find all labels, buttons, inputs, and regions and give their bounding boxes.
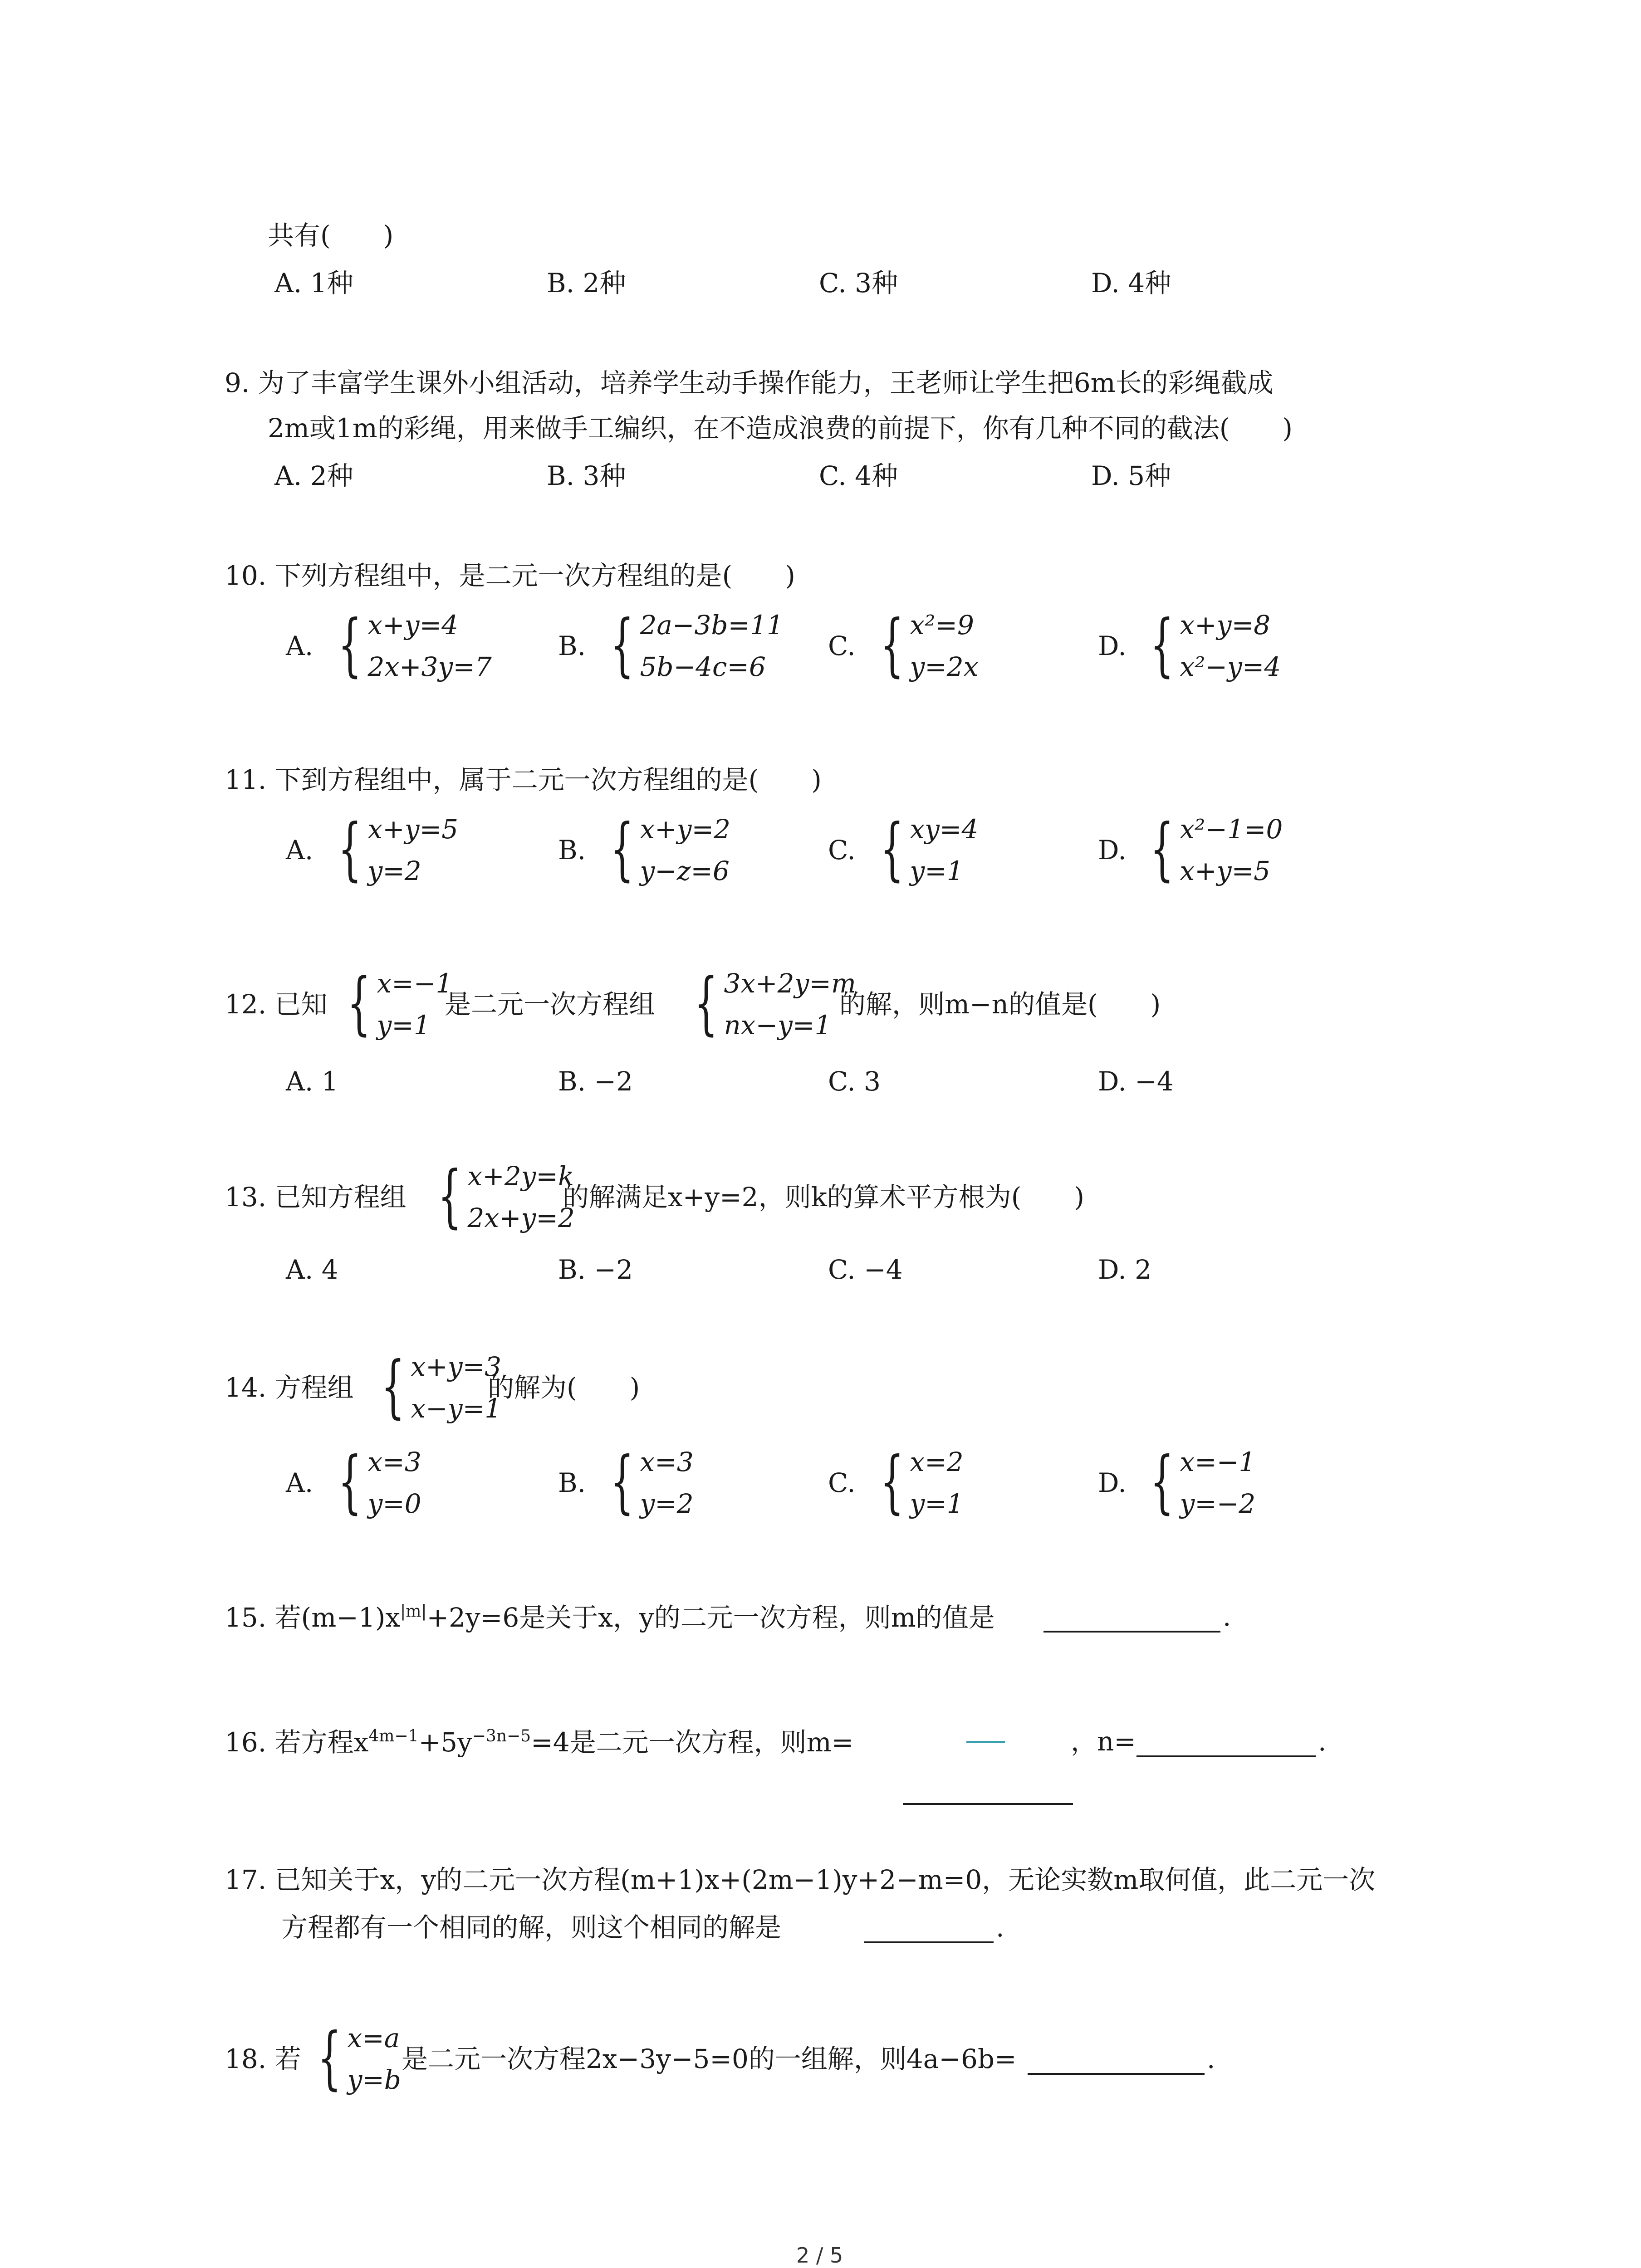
q9-option-a: A. 2种	[274, 460, 353, 491]
equation: x=2	[910, 1447, 964, 1477]
q16-end: .	[1318, 1726, 1327, 1757]
brace-icon: {	[438, 1157, 462, 1236]
q14-option-d-system	[1150, 1442, 1256, 1521]
q12-system-2	[694, 964, 856, 1043]
equation: x=−1	[1180, 1447, 1256, 1477]
q9-line-1: 9. 为了丰富学生课外小组活动，培养学生动手操作能力，王老师让学生把6m长的彩绳截成	[225, 367, 1274, 398]
q10-option-c-system	[880, 606, 979, 684]
equation: y=1	[910, 855, 964, 886]
equation: x=a	[347, 2023, 400, 2053]
q13-option-a: A. 4	[286, 1254, 338, 1285]
q18-prefix: 18. 若	[225, 2043, 301, 2074]
page-number: 2 / 5	[796, 2243, 843, 2268]
q13-option-d: D. 2	[1098, 1254, 1152, 1285]
q8-tail: 共有( )	[268, 220, 394, 251]
equation: y=1	[910, 1488, 964, 1519]
q15-part-b: +2y=6是关于x，y的二元一次方程，则m的值是	[426, 1602, 995, 1633]
brace-icon: {	[318, 2019, 342, 2097]
equation: x+y=2	[640, 814, 731, 845]
q9-line-2: 2m或1m的彩绳，用来做手工编织，在不造成浪费的前提下，你有几种不同的截法( )	[268, 413, 1293, 444]
q11-option-d-system	[1150, 810, 1283, 889]
q12-option-a: A. 1	[286, 1066, 338, 1097]
equation: y=2	[367, 855, 421, 886]
q10-option-b-label: B.	[558, 631, 586, 661]
equation: y=1	[377, 1010, 431, 1041]
q17-line-1: 17. 已知关于x，y的二元一次方程(m+1)x+(2m−1)y+2−m=0，无论实数m取何值，此二元一次	[225, 1864, 1376, 1895]
equation: xy=4	[910, 814, 979, 845]
equation: y=0	[367, 1488, 421, 1519]
q16-part-a: 16. 若方程x	[225, 1727, 369, 1758]
q14-option-b-label: B.	[558, 1467, 586, 1498]
q8-option-c: C. 3种	[819, 268, 898, 298]
q14-option-d-label: D.	[1098, 1467, 1127, 1498]
equation: x+y=5	[367, 814, 459, 845]
q10-option-b-system	[610, 606, 784, 684]
q16-text	[225, 1727, 854, 1758]
equation: 2a−3b=11	[640, 610, 784, 640]
q14-option-b-system	[610, 1442, 694, 1521]
q8-option-d: D. 4种	[1091, 268, 1171, 298]
q14-option-c-system	[880, 1442, 964, 1521]
q18-suffix: 是二元一次方程2x−3y−5=0的一组解，则4a−6b=	[402, 2043, 1017, 2074]
q12-option-b: B. −2	[558, 1066, 633, 1097]
brace-icon: {	[1150, 810, 1174, 889]
q15-answer-blank[interactable]	[1043, 1631, 1220, 1633]
q12-prefix: 12. 已知	[225, 989, 328, 1020]
equation: x²−y=4	[1180, 651, 1281, 682]
q16-mid: ，n=	[1071, 1726, 1136, 1757]
q11-option-a-system	[338, 810, 459, 889]
equation: 2x+3y=7	[367, 651, 492, 682]
brace-icon: {	[880, 810, 904, 889]
q11-option-a-label: A.	[286, 835, 314, 865]
equation: nx−y=1	[724, 1010, 832, 1041]
q14-suffix: 的解为( )	[488, 1372, 640, 1403]
q18-answer-blank[interactable]	[1028, 2073, 1205, 2075]
equation: x²−1=0	[1180, 814, 1283, 845]
equation: y=b	[347, 2064, 401, 2095]
brace-icon: {	[338, 810, 362, 889]
q16-m-answer-blank[interactable]	[903, 1803, 1073, 1805]
q11-option-b-system	[610, 810, 731, 889]
q9-option-b: B. 3种	[547, 460, 626, 491]
brace-icon: {	[381, 1347, 405, 1426]
q15-part-a: 15. 若(m−1)x	[225, 1602, 401, 1633]
q12-system-1	[347, 964, 453, 1043]
q10-option-d-label: D.	[1098, 631, 1127, 661]
q15-superscript: |m|	[400, 1602, 427, 1621]
equation: y=−2	[1180, 1488, 1256, 1519]
fraction-bar-mark	[966, 1741, 1005, 1743]
q16-part-c: =4是二元一次方程，则m=	[531, 1727, 854, 1758]
q16-n-answer-blank[interactable]	[1136, 1755, 1316, 1757]
brace-icon: {	[610, 606, 634, 684]
equation: y−z=6	[640, 855, 730, 886]
brace-icon: {	[880, 1442, 904, 1521]
equation: x=3	[367, 1447, 421, 1477]
brace-icon: {	[338, 606, 362, 684]
q17-end: .	[996, 1912, 1004, 1943]
q13-suffix: 的解满足x+y=2，则k的算术平方根为( )	[563, 1182, 1084, 1212]
brace-icon: {	[338, 1442, 362, 1521]
equation: x=−1	[377, 968, 453, 999]
brace-icon: {	[1150, 1442, 1174, 1521]
brace-icon: {	[610, 1442, 634, 1521]
q13-option-c: C. −4	[828, 1254, 903, 1285]
equation: x²=9	[910, 610, 974, 640]
q8-option-a: A. 1种	[274, 268, 353, 298]
q11-option-c-label: C.	[828, 835, 856, 865]
q10-option-d-system	[1150, 606, 1281, 684]
q14-option-c-label: C.	[828, 1467, 856, 1498]
q13-prefix: 13. 已知方程组	[225, 1182, 407, 1212]
q10-option-a-label: A.	[286, 631, 314, 661]
equation: x+y=4	[367, 610, 459, 640]
q13-system	[438, 1157, 575, 1236]
q14-system	[381, 1347, 502, 1426]
q15-text	[225, 1603, 995, 1631]
equation: x+y=3	[411, 1351, 502, 1382]
q18-system	[318, 2019, 401, 2097]
equation: 5b−4c=6	[640, 651, 766, 682]
q12-middle: 是二元一次方程组	[445, 989, 656, 1020]
q10-option-a-system	[338, 606, 492, 684]
q16-part-b: +5y	[418, 1727, 472, 1758]
q12-suffix: 的解，则m−n的值是( )	[839, 989, 1161, 1020]
q14-option-a-system	[338, 1442, 421, 1521]
brace-icon: {	[347, 964, 371, 1043]
equation: x=3	[640, 1447, 694, 1477]
q11-option-b-label: B.	[558, 835, 586, 865]
q17-answer-blank[interactable]	[864, 1941, 994, 1943]
q10-stem: 10. 下列方程组中，是二元一次方程组的是( )	[225, 560, 795, 591]
q9-option-c: C. 4种	[819, 460, 898, 491]
equation: x+y=5	[1180, 855, 1271, 886]
q17-line-2: 方程都有一个相同的解，则这个相同的解是	[281, 1912, 782, 1943]
q8-option-b: B. 2种	[547, 268, 626, 298]
equation: y=2	[640, 1488, 694, 1519]
brace-icon: {	[1150, 606, 1174, 684]
q14-option-a-label: A.	[286, 1467, 314, 1498]
q13-option-b: B. −2	[558, 1254, 633, 1285]
q12-option-d: D. −4	[1098, 1066, 1174, 1097]
q9-option-d: D. 5种	[1091, 460, 1171, 491]
q11-option-d-label: D.	[1098, 835, 1127, 865]
q16-superscript-2: −3n−5	[472, 1727, 531, 1745]
q14-prefix: 14. 方程组	[225, 1372, 354, 1403]
brace-icon: {	[880, 606, 904, 684]
brace-icon: {	[610, 810, 634, 889]
equation: x+2y=k	[467, 1161, 574, 1192]
brace-icon: {	[694, 964, 718, 1043]
equation: 3x+2y=m	[724, 968, 856, 999]
q11-stem: 11. 下到方程组中，属于二元一次方程组的是( )	[225, 764, 822, 795]
equation: 2x+y=2	[467, 1202, 575, 1233]
equation: x−y=1	[411, 1393, 502, 1424]
q11-option-c-system	[880, 810, 979, 889]
q16-superscript-1: 4m−1	[368, 1727, 419, 1745]
q18-end: .	[1207, 2043, 1215, 2074]
equation: y=2x	[910, 651, 979, 682]
q12-option-c: C. 3	[828, 1066, 881, 1097]
equation: x+y=8	[1180, 610, 1271, 640]
q10-option-c-label: C.	[828, 631, 856, 661]
q15-end: .	[1223, 1601, 1231, 1632]
